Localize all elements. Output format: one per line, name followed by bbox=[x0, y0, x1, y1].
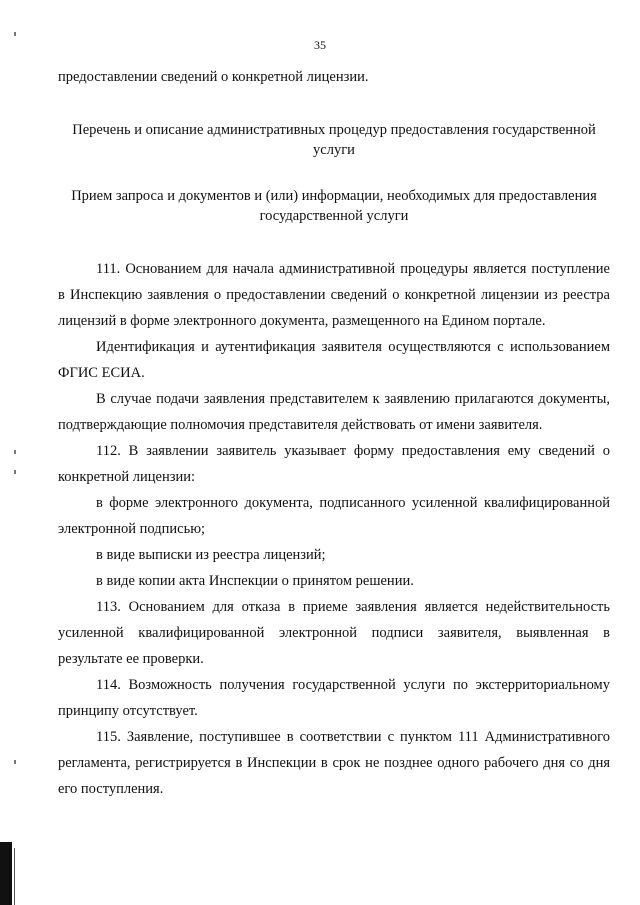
page-number: 35 bbox=[314, 38, 326, 52]
list-item-act-copy: в виде копии акта Инспекции о принятом решении. bbox=[96, 573, 414, 589]
paragraph-115: 115. Заявление, поступившее в соответствии с пунктом 111 Административного регламента, регистрируется в Инспекции в срок не позднее одного рабочего дня со дня его поступления. bbox=[58, 729, 610, 797]
section-heading-reception: Прием запроса и документов и (или) информации, необходимых для предоставления государственной услуги bbox=[71, 188, 597, 224]
scan-edge-line bbox=[14, 848, 15, 905]
paragraph-identification: Идентификация и аутентификация заявителя осуществляются с использованием ФГИС ЕСИА. bbox=[58, 339, 610, 381]
scan-edge-bar bbox=[0, 842, 12, 905]
list-item-registry-extract: в виде выписки из реестра лицензий; bbox=[96, 547, 326, 563]
paragraph-113: 113. Основанием для отказа в приеме заявления является недействительность усиленной квалифицированной электронной подписи заявителя, выявленная в результате ее проверки. bbox=[58, 599, 610, 667]
scan-edge-mark bbox=[14, 32, 16, 36]
scan-edge-mark bbox=[14, 450, 16, 454]
paragraph-111: 111. Основанием для начала административной процедуры является поступление в Инспекцию заявления о предоставлении сведений о конкретной лицензии из реестра лицензий в форме электронного документа, размещенного на Едином портале. bbox=[58, 261, 610, 329]
paragraph-114: 114. Возможность получения государственной услуги по экстерриториальному принципу отсутствует. bbox=[58, 677, 610, 719]
scan-edge-mark bbox=[14, 470, 16, 474]
intro-line: предоставлении сведений о конкретной лицензии. bbox=[58, 69, 369, 85]
section-heading-procedures: Перечень и описание административных процедур предоставления государственной услуги bbox=[72, 122, 596, 158]
list-item-electronic-document: в форме электронного документа, подписанного усиленной квалифицированной электронной подписью; bbox=[58, 495, 610, 537]
paragraph-112: 112. В заявлении заявитель указывает форму предоставления ему сведений о конкретной лицензии: bbox=[58, 443, 610, 485]
document-body bbox=[58, 64, 610, 802]
paragraph-representative: В случае подачи заявления представителем к заявлению прилагаются документы, подтверждающие полномочия представителя действовать от имени заявителя. bbox=[58, 391, 610, 433]
scan-edge-mark bbox=[14, 760, 16, 764]
